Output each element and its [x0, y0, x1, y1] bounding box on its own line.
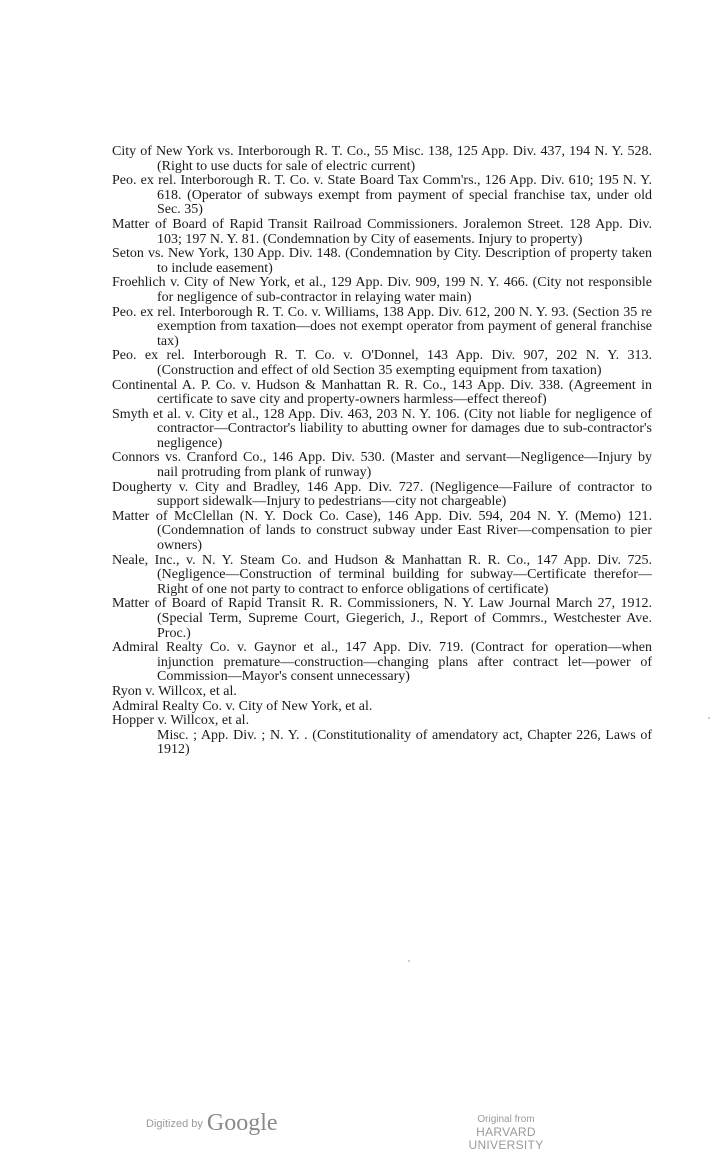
case-entry-11: Dougherty v. City and Bradley, 146 App. Div. 727. (Negligence—Failure of contractor to support sidewalk—Injury to pedestrians—city not chargeable): [112, 479, 652, 510]
case-entry-18: Hopper v. Willcox, et al.: [112, 713, 250, 729]
digitized-by-google-watermark: [146, 1110, 278, 1137]
case-entry-2: Peo. ex rel. Interborough R. T. Co. v. State Board Tax Comm'rs., 126 App. Div. 610; 195 N. Y. 618. (Operator of subways exempt from payment of special franchise tax, under old Sec. 35): [112, 173, 652, 218]
case-entry-1: City of New York vs. Interborough R. T. Co., 55 Misc. 138, 125 App. Div. 437, 194 N. Y. 528. (Right to use ducts for sale of electric current): [112, 144, 652, 174]
case-entry-9: Smyth et al. v. City et al., 128 App. Div. 463, 203 N. Y. 106. (City not liable for negligence of contractor—Contractor's liability to abutting owner for damages due to sub-contractor's negligence): [112, 406, 652, 451]
case-entry-3: Matter of Board of Rapid Transit Railroad Commissioners. Joralemon Street. 128 App. Div. 103; 197 N. Y. 81. (Condemnation by City of easements. Injury to property): [112, 216, 652, 247]
case-entry-17: Admiral Realty Co. v. City of New York, et al.: [112, 698, 373, 714]
case-entry-15: Admiral Realty Co. v. Gaynor et al., 147 App. Div. 719. (Contract for operation—when injunction premature—construction—changing plans after contract let—power of Commission—Mayor's consent unnecessary): [112, 640, 652, 685]
case-entry-7: Peo. ex rel. Interborough R. T. Co. v. O'Donnel, 143 App. Div. 907, 202 N. Y. 313. (Construction and effect of old Section 35 exempting equipment from taxation): [112, 348, 652, 378]
case-list: [112, 145, 652, 758]
case-entry-8: Continental A. P. Co. v. Hudson & Manhattan R. R. Co., 143 App. Div. 338. (Agreement in certificate to save city and property-owners harmless—effect thereof): [112, 377, 652, 408]
harvard-university-label: HARVARD UNIVERSITY: [468, 1125, 544, 1152]
harvard-watermark: [446, 1113, 566, 1152]
scan-speck: [408, 960, 410, 962]
case-entry-6: Peo. ex rel. Interborough R. T. Co. v. Williams, 138 App. Div. 612, 200 N. Y. 93. (Section 35 re exemption from taxation—does not exempt operator from payment of general franchise tax): [112, 304, 652, 349]
google-logo: Google: [206, 1110, 278, 1136]
case-entry-16: Ryon v. Willcox, et al.: [112, 683, 237, 699]
scan-speck: [708, 717, 710, 719]
case-entry-4: Seton vs. New York, 130 App. Div. 148. (Condemnation by City. Description of property taken to include easement): [112, 246, 652, 276]
case-entry-14: Matter of Board of Rapid Transit R. R. Commissioners, N. Y. Law Journal March 27, 1912. (Special Term, Supreme Court, Giegerich, J., Report of Commrs., Westchester Ave. Proc.): [112, 596, 652, 641]
case-entry-10: Connors vs. Cranford Co., 146 App. Div. 530. (Master and servant—Negligence—Injury by nail protruding from plank of runway): [112, 450, 652, 481]
case-entry-5: Froehlich v. City of New York, et al., 129 App. Div. 909, 199 N. Y. 466. (City not responsible for negligence of sub-contractor in relaying water main): [112, 275, 652, 305]
case-entry-19: Misc. ; App. Div. ; N. Y. . (Constitutionality of amendatory act, Chapter 226, Laws of 1912): [157, 727, 652, 758]
original-from-label: Original from: [477, 1114, 535, 1125]
case-entry-13: Neale, Inc., v. N. Y. Steam Co. and Hudson & Manhattan R. R. Co., 147 App. Div. 725. (Negligence—Construction of terminal building for subway—Certificate therefor—Right of one not party to contract to enforce obligations of certificate): [112, 552, 652, 597]
digitized-by-label: Digitized by: [146, 1118, 203, 1130]
case-entry-12: Matter of McClellan (N. Y. Dock Co. Case), 146 App. Div. 594, 204 N. Y. (Memo) 121. (Condemnation of lands to construct subway under East River—compensation to pier owners): [112, 508, 652, 554]
